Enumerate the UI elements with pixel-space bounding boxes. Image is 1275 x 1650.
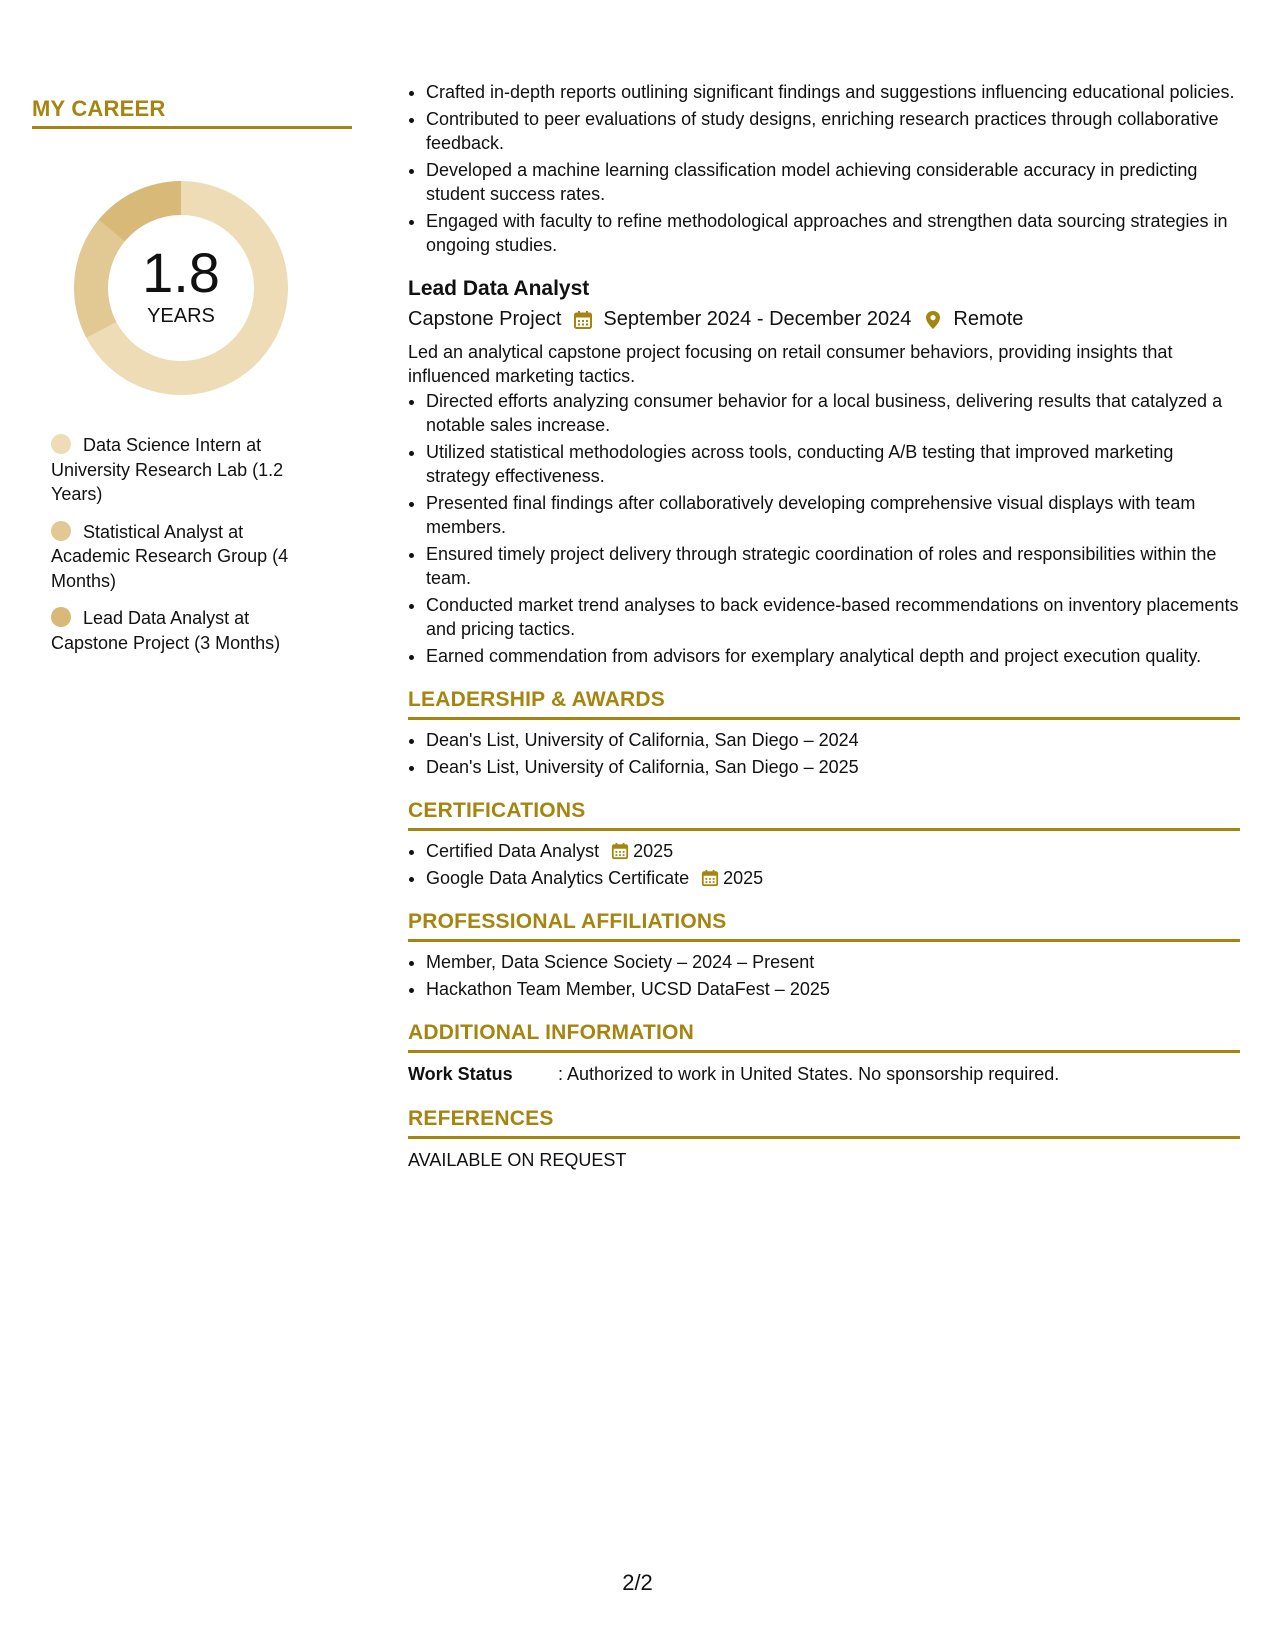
list-item: • Engaged with faculty to refine methodological approaches and strengthen data sourcing strategies in ongoing studies.: [426, 209, 1240, 258]
list-item: • Earned commendation from advisors for exemplary analytical depth and project execution quality.: [426, 644, 1240, 669]
list-item: • Ensured timely project delivery through strategic coordination of roles and responsibilities within the team.: [426, 542, 1240, 591]
references-text: AVAILABLE ON REQUEST: [408, 1150, 627, 1170]
list-item: • Developed a machine learning classification model achieving considerable accuracy in predicting student success rates.: [426, 158, 1240, 207]
certifications-section: [408, 799, 1240, 890]
job-dates: September 2024 - December 2024: [603, 307, 912, 330]
legend-label: Statistical Analyst at Academic Research Group (4 Months): [51, 521, 289, 591]
cert-name: • Certified Data Analyst: [426, 841, 600, 861]
legend-label: Lead Data Analyst at Capstone Project (3 Months): [51, 608, 281, 653]
job-title: Lead Data Analyst: [408, 276, 590, 300]
calendar-icon: [573, 309, 593, 329]
map-pin-icon: [923, 309, 943, 329]
list-item: [426, 866, 1240, 891]
sidebar-title: MY CAREER: [32, 96, 352, 129]
work-status-label: Work Status: [408, 1064, 513, 1084]
affiliations-list: [408, 950, 1240, 1001]
list-item: • Member, Data Science Society – 2024 – Present: [426, 950, 1240, 975]
cert-row: [426, 839, 1240, 864]
main-column: [408, 80, 1240, 1173]
section-title: CERTIFICATIONS: [408, 799, 1240, 831]
career-sidebar: [32, 96, 352, 668]
career-legend: [32, 433, 321, 655]
section-title: PROFESSIONAL AFFILIATIONS: [408, 910, 1240, 942]
legend-dot: [51, 434, 71, 454]
job-location: Remote: [953, 307, 1024, 330]
list-item: • Utilized statistical methodologies across tools, conducting A/B testing that improved marketing strategy effectiveness.: [426, 440, 1240, 489]
legend-dot: [51, 521, 71, 541]
list-item: • Hackathon Team Member, UCSD DataFest – 2025: [426, 977, 1240, 1002]
donut-center: [66, 173, 296, 403]
work-status-value: : Authorized to work in United States. No sponsorship required.: [558, 1064, 1060, 1084]
previous-job-bullets: [408, 80, 1240, 258]
list-item: • Crafted in-depth reports outlining significant findings and suggestions influencing educational policies.: [426, 80, 1240, 105]
certifications-list: [408, 839, 1240, 890]
leadership-list: [408, 728, 1240, 779]
list-item: • Contributed to peer evaluations of study designs, enriching research practices through collaborative feedback.: [426, 107, 1240, 156]
list-item: • Conducted market trend analyses to back evidence-based recommendations on inventory placements and pricing tactics.: [426, 593, 1240, 642]
references-section: [408, 1107, 1240, 1173]
cert-row: [426, 866, 1240, 891]
cert-name: • Google Data Analytics Certificate: [426, 867, 690, 888]
affiliations-section: [408, 910, 1240, 1001]
calendar-icon: [611, 842, 629, 860]
job-meta: [408, 304, 1240, 334]
section-title: REFERENCES: [408, 1107, 1240, 1139]
list-item: [426, 839, 1240, 864]
section-title: ADDITIONAL INFORMATION: [408, 1021, 1240, 1053]
job-company: Capstone Project: [408, 307, 562, 330]
cert-year: 2025: [633, 841, 674, 861]
calendar-icon: [701, 869, 719, 887]
legend-item: [51, 433, 321, 507]
cert-year: 2025: [723, 867, 764, 888]
leadership-section: [408, 688, 1240, 779]
work-status-row: [408, 1061, 1240, 1087]
legend-item: [51, 606, 321, 655]
job-description: Led an analytical capstone project focusing on retail consumer behaviors, providing insights that influenced marketing tactics.: [408, 341, 1173, 386]
legend-dot: [51, 607, 71, 627]
section-title: LEADERSHIP & AWARDS: [408, 688, 1240, 720]
list-item: • Presented final findings after collaboratively developing comprehensive visual displays with team members.: [426, 491, 1240, 540]
donut-value: 1.8: [142, 241, 220, 304]
list-item: • Dean's List, University of California, San Diego – 2025: [426, 755, 1240, 780]
job-bullets: [408, 389, 1240, 669]
additional-info-section: [408, 1021, 1240, 1087]
career-donut-chart: [66, 173, 296, 403]
donut-unit: YEARS: [147, 305, 215, 327]
page-number: 2/2: [622, 1570, 653, 1595]
legend-label: Data Science Intern at University Research Lab (1.2 Years): [51, 435, 284, 504]
legend-item: [51, 520, 321, 594]
list-item: • Directed efforts analyzing consumer behavior for a local business, delivering results that catalyzed a notable sales increase.: [426, 389, 1240, 438]
list-item: • Dean's List, University of California, San Diego – 2024: [426, 728, 1240, 753]
